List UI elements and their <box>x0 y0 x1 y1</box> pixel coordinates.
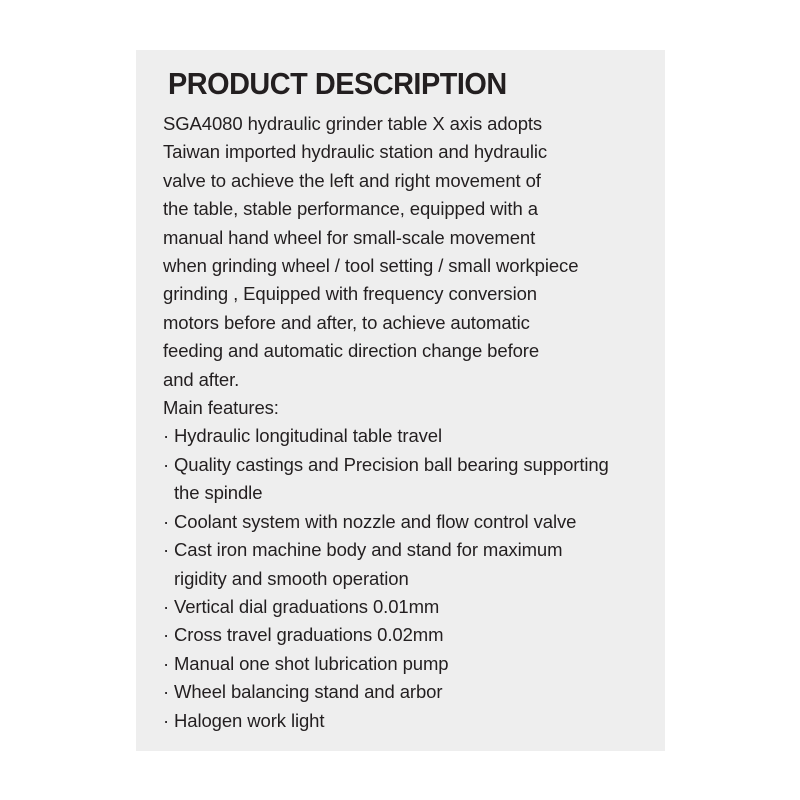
feature-text: Wheel balancing stand and arbor <box>174 681 443 703</box>
description-body <box>163 110 663 735</box>
features-heading: Main features: <box>163 397 279 419</box>
feature-item <box>163 593 663 621</box>
bullet-icon: · <box>163 709 170 731</box>
feature-text-continued: the spindle <box>174 482 263 504</box>
feature-item <box>163 536 663 593</box>
description-line: motors before and after, to achieve automatic <box>163 311 530 333</box>
feature-text-continued: rigidity and smooth operation <box>174 567 409 589</box>
feature-text: Hydraulic longitudinal table travel <box>174 425 442 447</box>
description-line: valve to achieve the left and right movement of <box>163 169 541 191</box>
feature-item <box>163 422 663 450</box>
description-line: the table, stable performance, equipped with a <box>163 198 538 220</box>
feature-item <box>163 451 663 508</box>
feature-text: Manual one shot lubrication pump <box>174 652 449 674</box>
description-line: manual hand wheel for small-scale movement <box>163 226 536 248</box>
description-line: feeding and automatic direction change before <box>163 340 540 362</box>
feature-item <box>163 650 663 678</box>
feature-text: Halogen work light <box>174 709 325 731</box>
description-line: and after. <box>163 368 240 390</box>
feature-item <box>163 508 663 536</box>
feature-text: Cross travel graduations 0.02mm <box>174 624 444 646</box>
feature-text: Vertical dial graduations 0.01mm <box>174 595 440 617</box>
description-line: SGA4080 hydraulic grinder table X axis adopts <box>163 113 543 134</box>
feature-item <box>163 678 663 706</box>
page-title: PRODUCT DESCRIPTION <box>168 66 507 101</box>
bullet-icon: · <box>163 624 170 646</box>
description-line: Taiwan imported hydraulic station and hydraulic <box>163 141 548 163</box>
bullet-icon: · <box>163 652 170 674</box>
feature-item <box>163 621 663 649</box>
description-line: when grinding wheel / tool setting / small workpiece <box>163 255 579 277</box>
bullet-icon: · <box>163 681 170 703</box>
feature-text: Cast iron machine body and stand for maximum <box>174 539 563 561</box>
description-line: grinding , Equipped with frequency conversion <box>163 283 537 305</box>
feature-text: Coolant system with nozzle and flow control valve <box>174 510 577 532</box>
bullet-icon: · <box>163 595 170 617</box>
bullet-icon: · <box>163 453 170 475</box>
bullet-icon: · <box>163 425 170 447</box>
bullet-icon: · <box>163 539 170 561</box>
feature-text: Quality castings and Precision ball bearing supporting <box>174 453 609 475</box>
bullet-icon: · <box>163 510 170 532</box>
product-description-panel <box>136 50 665 751</box>
features-list <box>163 422 663 734</box>
feature-item <box>163 707 663 735</box>
